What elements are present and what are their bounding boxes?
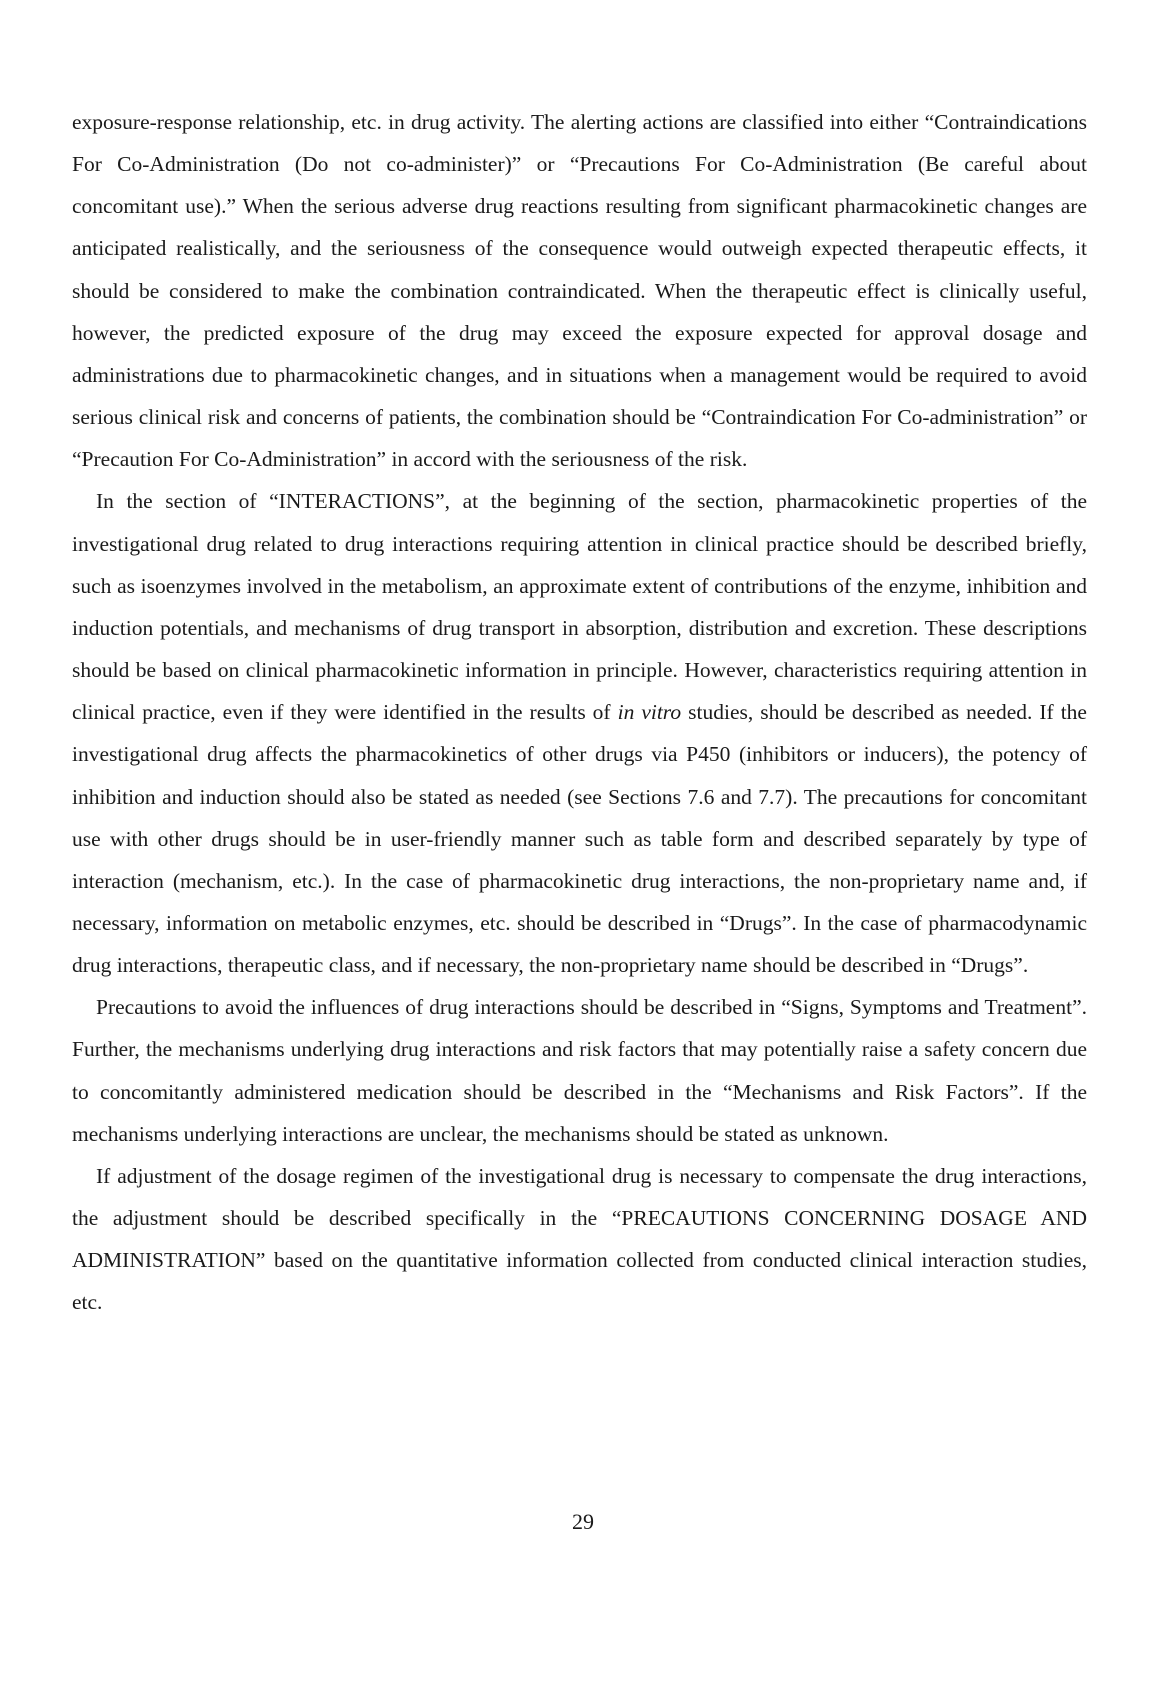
italic-term: in vitro xyxy=(617,700,682,725)
paragraph-precautions: Precautions to avoid the influences of drug interactions should be described in “Signs, Symptoms and Treatment”. Further, the mechanisms underlying drug interactions and risk factors that may potentially raise a safety concern due to concomitantly administered medication should be described in the “Mechanisms and Risk Factors”. If the mechanisms underlying interactions are unclear, the mechanisms should be stated as unknown. xyxy=(72,995,1087,1146)
paragraph-dosage-adjustment: If adjustment of the dosage regimen of the investigational drug is necessary to compensate the drug interactions, the adjustment should be described specifically in the “PRECAUTIONS CONCERNING DOSAGE AND ADMINISTRATION” based on the quantitative information collected from conducted clinical interaction studies, etc. xyxy=(72,1163,1087,1315)
page-body xyxy=(72,101,1087,1324)
paragraph-alerting-actions: exposure-response relationship, etc. in drug activity. The alerting actions are classified into either “Contraindications For Co-Administration (Do not co-administer)” or “Precautions For Co-Administration (Be careful about concomitant use).” When the serious adverse drug reactions resulting from significant pharmacokinetic changes are anticipated realistically, and the seriousness of the consequence would outweigh expected therapeutic effects, it should be considered to make the combination contraindicated. When the therapeutic effect is clinically useful, however, the predicted exposure of the drug may exceed the exposure expected for approval dosage and administrations due to pharmacokinetic changes, and in situations when a management would be required to avoid serious clinical risk and concerns of patients, the combination should be “Contraindication For Co-administration” or “Precaution For Co-Administration” in accord with the seriousness of the risk. xyxy=(72,110,1087,472)
paragraph-text: studies, should be described as needed. If the investigational drug affects the pharmacokinetics of other drugs via P450 (inhibitors or inducers), the potency of inhibition and induction should also be stated as needed (see Sections 7.6 and 7.7). The precautions for concomitant use with other drugs should be in user-friendly manner such as table form and described separately by type of interaction (mechanism, etc.). In the case of pharmacokinetic drug interactions, the non-proprietary name and, if necessary, information on metabolic enzymes, etc. should be described in “Drugs”. In the case of pharmacodynamic drug interactions, therapeutic class, and if necessary, the non-proprietary name should be described in “Drugs”. xyxy=(72,700,1087,978)
page-number: 29 xyxy=(572,1509,594,1534)
paragraph-text: In the section of “INTERACTIONS”, at the beginning of the section, pharmacokinetic properties of the investigational drug related to drug interactions requiring attention in clinical practice should be described briefly, such as isoenzymes involved in the metabolism, an approximate extent of contributions of the enzyme, inhibition and induction potentials, and mechanisms of drug transport in absorption, distribution and excretion. These descriptions should be based on clinical pharmacokinetic information in principle. However, characteristics requiring attention in clinical practice, even if they were identified in the results of xyxy=(72,489,1087,725)
paragraph-interactions-section xyxy=(72,480,1087,986)
